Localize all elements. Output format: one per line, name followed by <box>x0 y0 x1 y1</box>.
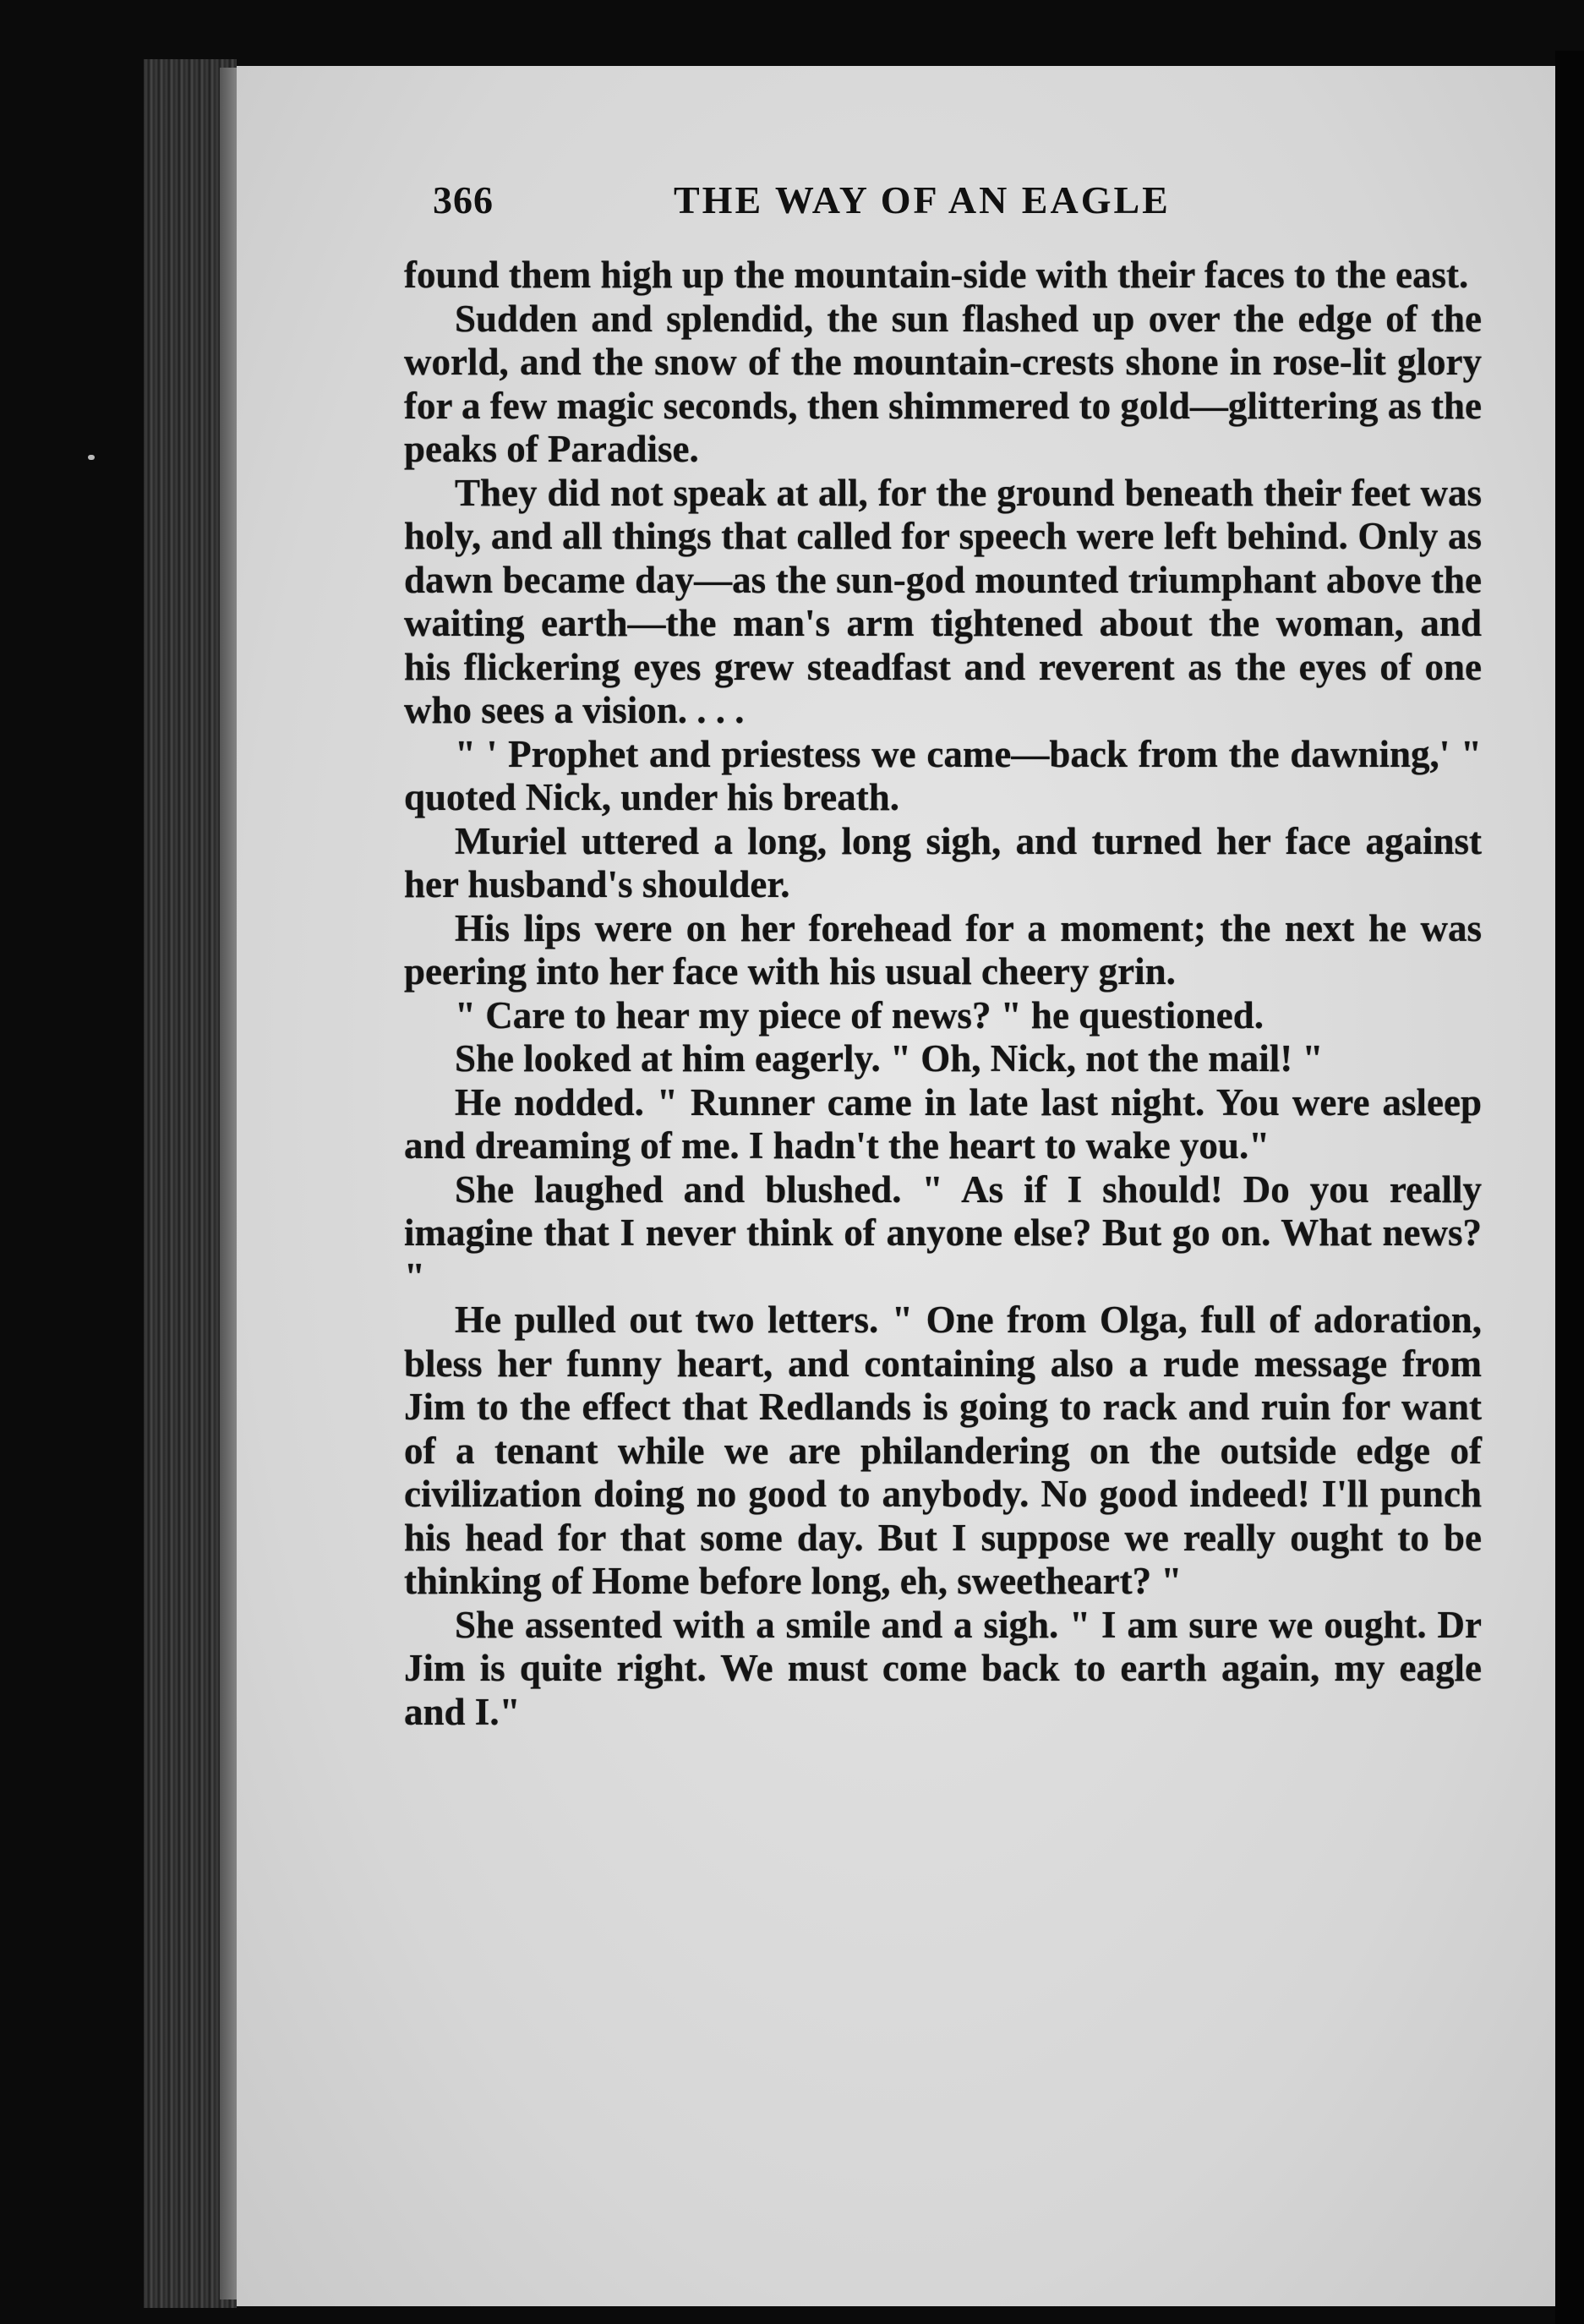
paragraph: He nodded. " Runner came in late last night. You were asleep and dreaming of me. I hadn't the heart to wake you." <box>404 1080 1482 1167</box>
paragraph: She laughed and blushed. " As if I should! Do you really imagine that I never think of anyone else? But go on. What news? " <box>404 1167 1482 1298</box>
page-gutter <box>220 68 238 2299</box>
paragraph: found them high up the mountain-side with their faces to the east. <box>404 254 1469 296</box>
running-head-title: THE WAY OF AN EAGLE <box>674 178 1171 221</box>
film-speck <box>88 455 95 460</box>
paragraph: She assented with a smile and a sigh. " I am sure we ought. Dr Jim is quite right. We must come back to earth again, my eagle and I." <box>404 1603 1482 1733</box>
paragraph: She looked at him eagerly. " Oh, Nick, not the mail! " <box>455 1037 1324 1080</box>
paragraph: His lips were on her forehead for a moment; the next he was peering into her face with his usual cheery grin. <box>404 906 1482 992</box>
paragraph: " ' Prophet and priestess we came—back from the dawning,' " quoted Nick, under his breath. <box>404 732 1482 818</box>
paragraph: Muriel uttered a long, long sigh, and turned her face against her husband's shoulder. <box>404 819 1482 905</box>
paragraph: Sudden and splendid, the sun flashed up over the edge of the world, and the snow of the mountain-crests shone in rose-lit glory for a few magic seconds, then shimmered to gold—glittering as the peaks of Paradise. <box>404 297 1482 470</box>
paragraph: " Care to hear my piece of news? " he questioned. <box>455 993 1264 1036</box>
page-number: 366 <box>433 178 494 221</box>
body-text <box>404 254 1482 1734</box>
right-page-edge <box>1555 51 1584 2324</box>
paragraph: They did not speak at all, for the ground beneath their feet was holy, and all things that called for speech were left behind. Only as dawn became day—as the sun-god mounted triumphant above the waiting earth—the man's arm tightened about the woman, and his flickering eyes grew steadfast and reverent as the eyes of one who sees a vision. . . . <box>404 471 1482 731</box>
paragraph: He pulled out two letters. " One from Olga, full of adoration, bless her funny heart, and containing also a rude message from Jim to the effect that Redlands is going to rack and ruin for want of a tenant while we are philandering on the outside edge of civilization doing no good to anybody. No good indeed! I'll punch his head for that some day. But I suppose we really ought to be thinking of Home before long, eh, sweetheart? " <box>404 1299 1482 1602</box>
page-header <box>433 178 1286 237</box>
